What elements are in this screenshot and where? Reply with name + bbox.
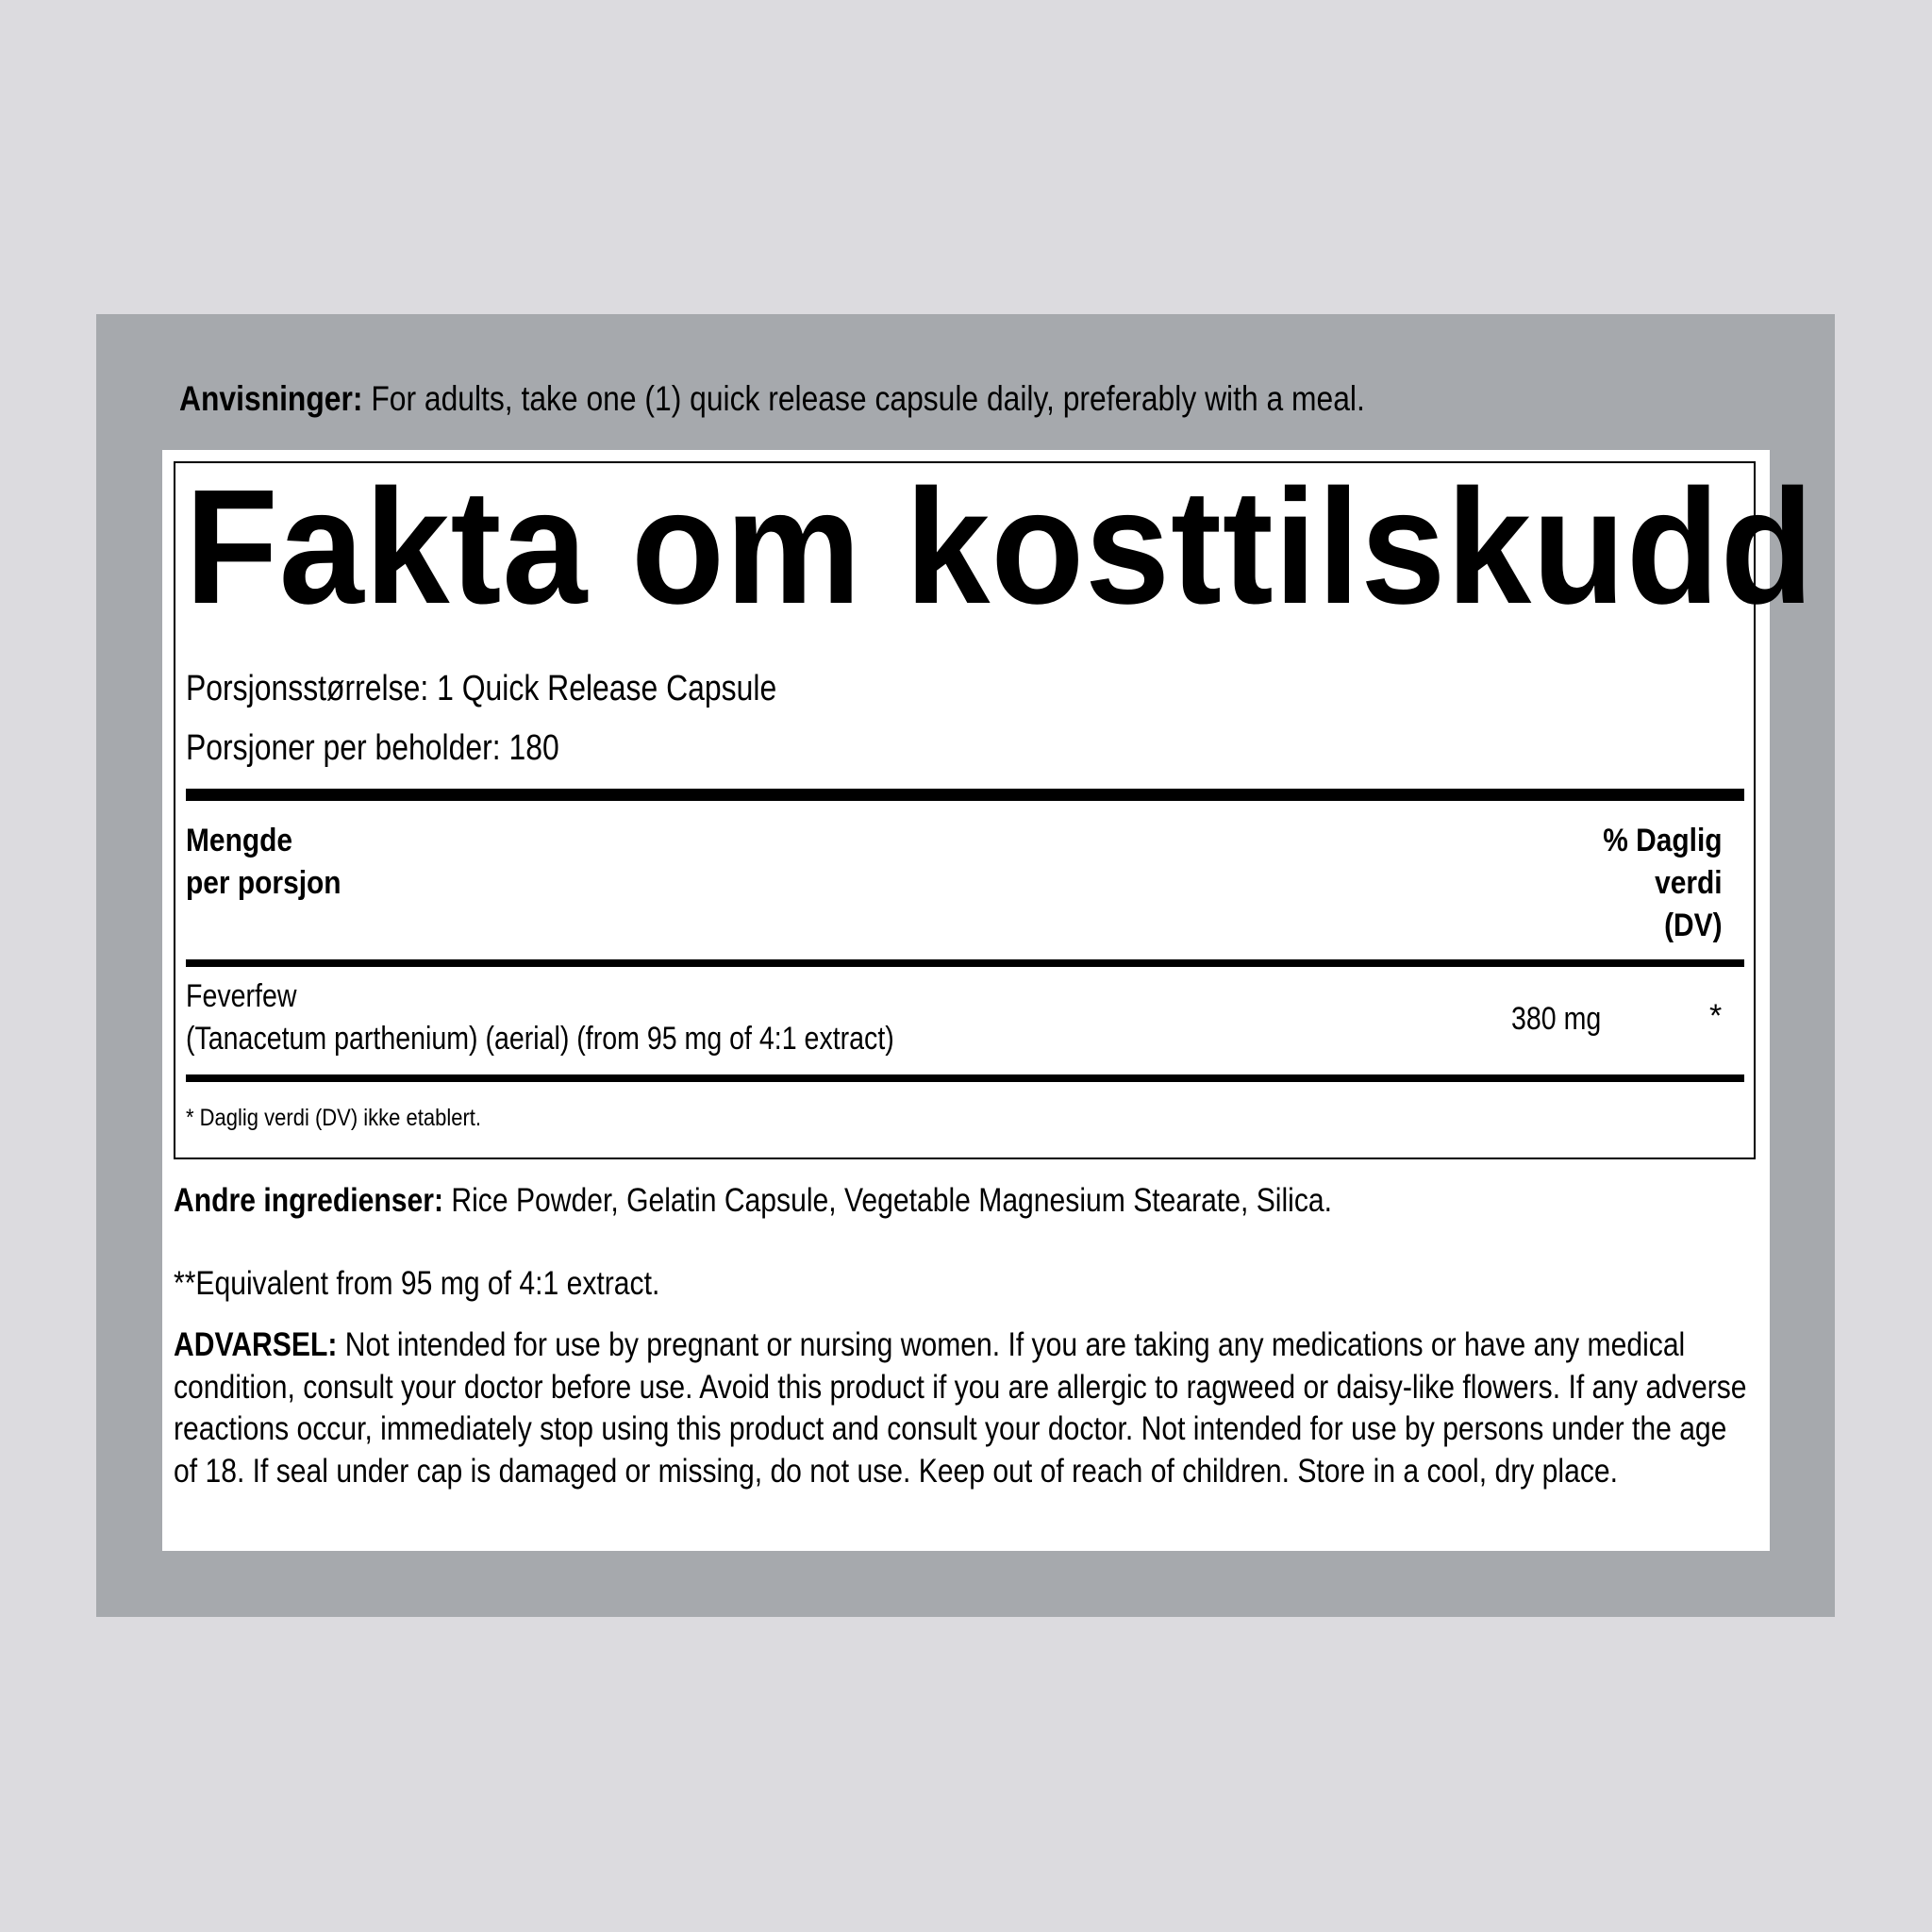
serving-size: Porsjonsstørrelse: 1 Quick Release Capsule [186,669,777,708]
dv-header [1604,820,1723,947]
amount-header-line1: Mengde [186,823,293,858]
warning-paragraph [174,1324,1747,1492]
amount-header [186,820,341,905]
ingredient-dv: * [1709,998,1723,1034]
directions-line [179,375,1365,423]
dv-header-line3: (DV) [1664,908,1723,943]
thick-divider [186,789,1744,801]
equivalent-note: **Equivalent from 95 mg of 4:1 extract. [174,1265,660,1302]
medium-divider [186,959,1744,967]
directions-label: Anvisninger: [179,379,363,418]
medium-divider-bottom [186,1074,1744,1082]
ingredient-detail: (Tanacetum parthenium) (aerial) (from 95 mg of 4:1 extract) [186,1021,894,1057]
servings-per-container: Porsjoner per beholder: 180 [186,728,559,768]
dv-footnote: * Daglig verdi (DV) ikke etablert. [186,1105,482,1131]
amount-header-line2: per porsjon [186,865,341,901]
other-ingredients-text: Rice Powder, Gelatin Capsule, Vegetable Magnesium Stearate, Silica. [443,1182,1332,1219]
directions-text: For adults, take one (1) quick release capsule daily, preferably with a meal. [362,379,1365,418]
dv-header-line1: % Daglig [1603,823,1723,858]
ingredient-name: Feverfew [186,978,297,1014]
warning-text: Not intended for use by pregnant or nursing women. If you are taking any medications or have any medical condition, consult your doctor before use. Avoid this product if you are allergic to ragweed or daisy-like flowers. If any adverse reactions occur, immediately stop using this product and consult your doctor. Not intended for use by persons under the age of 18. If seal under cap is damaged or missing, do not use. Keep out of reach of children. Store in a cool, dry place. [174,1326,1747,1490]
warning-label: ADVARSEL: [174,1326,338,1363]
other-ingredients-label: Andre ingredienser: [174,1182,444,1219]
ingredient-amount: 380 mg [1511,1001,1602,1037]
facts-title: Fakta om kosttilskudd [185,455,1815,638]
other-ingredients [174,1179,1332,1223]
dv-header-line2: verdi [1655,865,1723,901]
